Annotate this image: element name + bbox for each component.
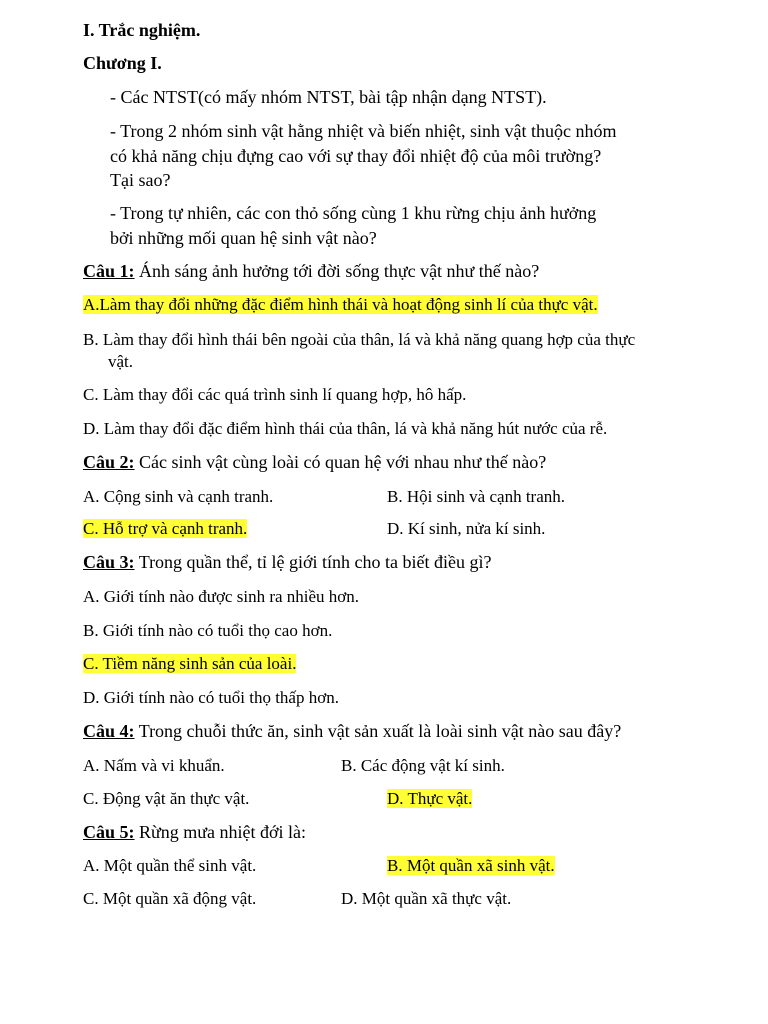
question-text: Rừng mưa nhiệt đới là:	[139, 822, 307, 842]
question-4	[83, 720, 621, 742]
answer-row: B. Làm thay đổi hình thái bên ngoài của thân, lá và khả năng quang hợp của thực	[83, 330, 636, 349]
answer-row	[83, 518, 247, 540]
question-text: Trong chuỗi thức ăn, sinh vật sản xuất là loài sinh vật nào sau đây?	[138, 721, 622, 741]
question-number: Câu 4:	[83, 721, 135, 741]
question-3	[83, 551, 492, 573]
answer-correct: C. Tiềm năng sinh sản của loài.	[83, 654, 297, 673]
answer-correct: D. Thực vật.	[387, 789, 473, 808]
question-number: Câu 5:	[83, 822, 135, 842]
answer-correct: A.Làm thay đổi những đặc điểm hình thái và hoạt động sinh lí của thực vật.	[83, 295, 598, 314]
review-line: bởi những mối quan hệ sinh vật nào?	[110, 228, 377, 248]
answer-row: B. Hội sinh và cạnh tranh.	[387, 487, 565, 506]
question-text: Trong quần thể, tỉ lệ giới tính cho ta biết điều gì?	[138, 552, 492, 572]
question-number: Câu 1:	[83, 261, 135, 281]
question-text: Ánh sáng ảnh hưởng tới đời sống thực vật như thế nào?	[139, 261, 540, 281]
question-text: Các sinh vật cùng loài có quan hệ với nhau như thế nào?	[139, 452, 547, 472]
answer-row: C. Động vật ăn thực vật.	[83, 789, 250, 808]
answer-row: D. Giới tính nào có tuổi thọ thấp hơn.	[83, 688, 339, 707]
answer-row: D. Một quần xã thực vật.	[341, 889, 512, 908]
answer-row: A. Nấm và vi khuẩn.	[83, 756, 225, 775]
answer-row: C. Một quần xã động vật.	[83, 889, 257, 908]
answer-correct: B. Một quần xã sinh vật.	[387, 856, 555, 875]
answer-row-continued: vật.	[108, 352, 134, 371]
answer-row: B. Các động vật kí sinh.	[341, 756, 505, 775]
answer-row: D. Làm thay đổi đặc điểm hình thái của thân, lá và khả năng hút nước của rễ.	[83, 419, 608, 438]
question-number: Câu 2:	[83, 452, 135, 472]
review-line: có khả năng chịu đựng cao với sự thay đổi nhiệt độ của môi trường?	[110, 146, 602, 166]
review-line: - Trong 2 nhóm sinh vật hằng nhiệt và biến nhiệt, sinh vật thuộc nhóm	[110, 121, 617, 141]
question-2	[83, 451, 546, 473]
answer-row: A. Giới tính nào được sinh ra nhiều hơn.	[83, 587, 360, 606]
answer-row: A. Một quần thể sinh vật.	[83, 856, 257, 875]
answer-correct: C. Hỗ trợ và cạnh tranh.	[83, 519, 248, 538]
question-1	[83, 260, 539, 282]
question-number: Câu 3:	[83, 552, 135, 572]
chapter-heading: Chương I.	[83, 53, 162, 73]
answer-row	[83, 294, 598, 316]
answer-row	[387, 788, 472, 810]
review-line: - Các NTST(có mấy nhóm NTST, bài tập nhận dạng NTST).	[110, 87, 547, 107]
answer-row: C. Làm thay đổi các quá trình sinh lí quang hợp, hô hấp.	[83, 385, 467, 404]
question-5	[83, 821, 306, 843]
answer-row	[387, 855, 555, 877]
answer-row: D. Kí sinh, nửa kí sinh.	[387, 519, 546, 538]
review-line: - Trong tự nhiên, các con thỏ sống cùng 1 khu rừng chịu ảnh hưởng	[110, 203, 597, 223]
answer-row: B. Giới tính nào có tuổi thọ cao hơn.	[83, 621, 333, 640]
review-line: Tại sao?	[110, 170, 171, 190]
answer-row	[83, 653, 296, 675]
section-heading: I. Trắc nghiệm.	[83, 20, 201, 40]
answer-row: A. Cộng sinh và cạnh tranh.	[83, 487, 274, 506]
